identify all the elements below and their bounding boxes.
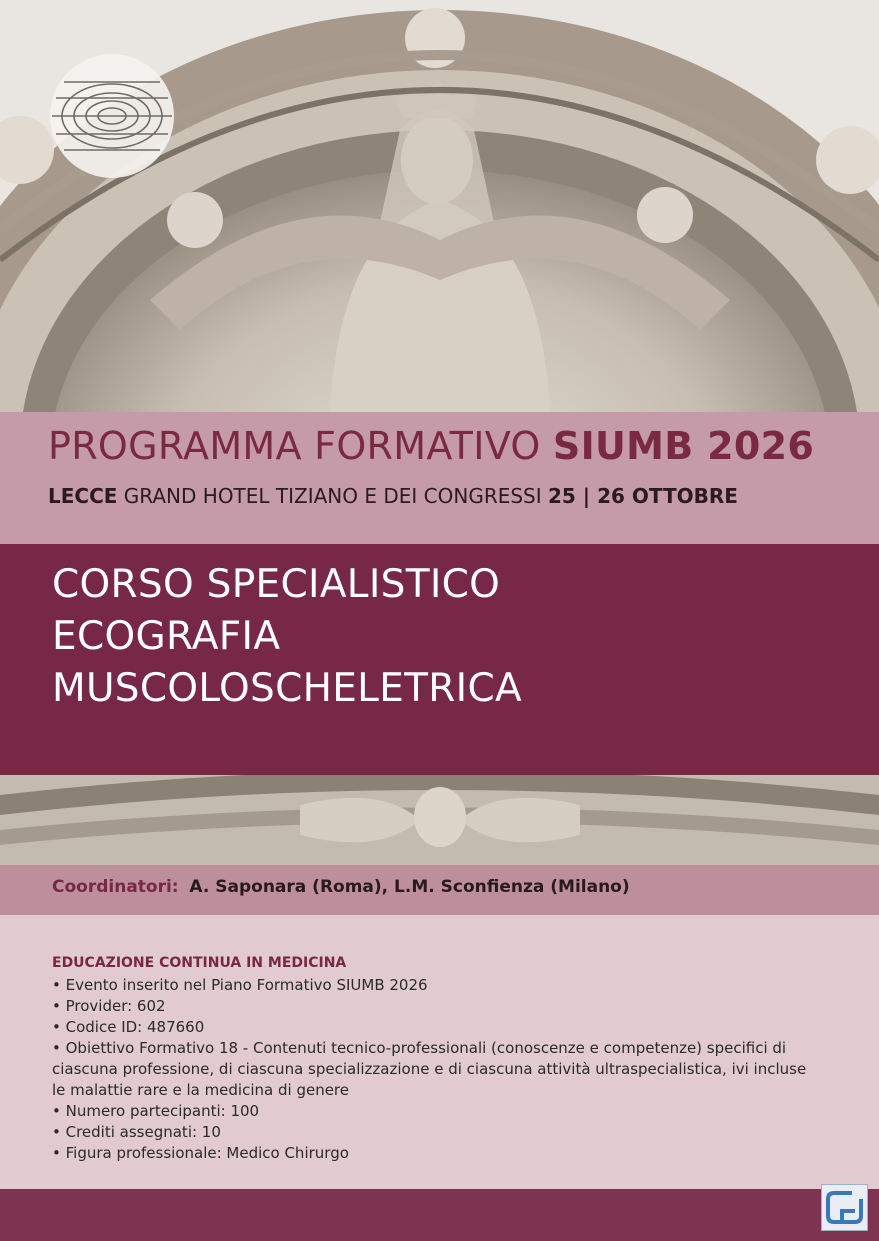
ecm-item-code: • Codice ID: 487660 xyxy=(52,1018,205,1036)
program-title xyxy=(48,424,848,468)
course-title-line-1: CORSO SPECIALISTICO xyxy=(52,562,501,607)
header-photo xyxy=(0,0,879,412)
cg-logo-icon xyxy=(821,1184,868,1231)
event-city: LECCE xyxy=(48,484,118,508)
ecm-item-objective: • Obiettivo Formativo 18 - Contenuti tecnico-professionali (conoscenze e competenze) specifici di ciascuna professione, di ciascuna specializzazione e di ciascuna attività ultraspecialistica, ivi incluse le malattie rare e la medicina di genere xyxy=(52,1039,807,1099)
course-title-line-2: ECOGRAFIA xyxy=(52,614,281,659)
ecm-list xyxy=(52,975,812,1164)
ecm-item-participants: • Numero partecipanti: 100 xyxy=(52,1102,260,1120)
footer-photo-band xyxy=(0,775,879,865)
event-location-dates xyxy=(48,484,868,508)
siumb-sound-wave-logo xyxy=(48,52,176,180)
ecm-item-credits: • Crediti assegnati: 10 xyxy=(52,1123,221,1141)
stone-relief-band-illustration xyxy=(0,775,879,865)
coordinators xyxy=(52,877,630,897)
program-title-bold: SIUMB 2026 xyxy=(552,424,815,468)
ecm-heading: EDUCAZIONE CONTINUA IN MEDICINA xyxy=(52,955,347,971)
ecm-item-plan: • Evento inserito nel Piano Formativo SIUMB 2026 xyxy=(52,976,428,994)
course-title-line-3: MUSCOLOSCHELETRICA xyxy=(52,666,522,711)
footer-bar xyxy=(0,1189,879,1241)
ecm-item-provider: • Provider: 602 xyxy=(52,997,166,1015)
event-venue: GRAND HOTEL TIZIANO E DEI CONGRESSI xyxy=(117,484,549,508)
program-title-light: PROGRAMMA FORMATIVO xyxy=(48,424,553,468)
ecm-item-profession: • Figura professionale: Medico Chirurgo xyxy=(52,1144,349,1162)
cg-logo-glyph xyxy=(822,1185,867,1230)
coordinators-label: Coordinatori: xyxy=(52,877,179,897)
event-dates: 25 | 26 OTTOBRE xyxy=(548,484,738,508)
coordinators-names: A. Saponara (Roma), L.M. Sconfienza (Milano) xyxy=(189,877,630,897)
